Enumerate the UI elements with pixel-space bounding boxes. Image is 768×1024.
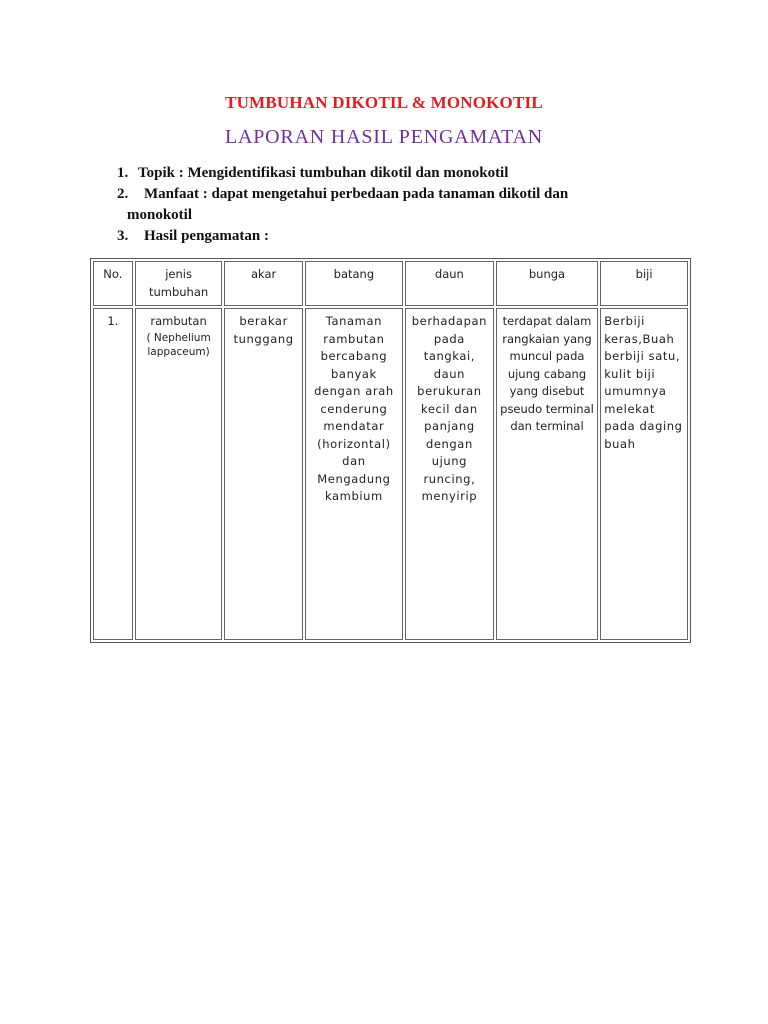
list-text: Topik : Mengidentifikasi tumbuhan dikotil dan monokotil <box>138 165 509 181</box>
list-item-continuation: monokotil <box>127 207 193 223</box>
list-text: Manfaat : dapat mengetahui perbedaan pada tanaman dikotil dan <box>144 186 569 202</box>
cell-akar: berakar tunggang <box>224 308 302 640</box>
header-cell-jenis: jenis tumbuhan <box>135 261 223 306</box>
cell-biji: Berbiji keras,Buah berbiji satu, kulit biji umumnya melekat pada daging buah <box>600 308 688 640</box>
numbered-list <box>117 163 717 247</box>
list-text: Hasil pengamatan : <box>144 228 270 244</box>
document-title: TUMBUHAN DIKOTIL & MONOKOTIL <box>225 93 543 112</box>
list-item <box>117 184 717 205</box>
header-cell-biji: biji <box>600 261 688 306</box>
list-item <box>117 226 717 247</box>
header-cell-no: No. <box>93 261 133 306</box>
list-number: 3. <box>117 228 129 244</box>
header-cell-akar: akar <box>224 261 302 306</box>
header-cell-daun: daun <box>405 261 494 306</box>
observation-table-wrapper <box>90 258 691 643</box>
cell-batang: Tanaman rambutan bercabang banyak dengan arah cenderung mendatar (horizontal) dan Mengadung kambium <box>305 308 403 640</box>
cell-no: 1. <box>93 308 133 640</box>
cell-jenis <box>135 308 223 640</box>
cell-daun: berhadapan pada tangkai, daun berukuran kecil dan panjang dengan ujung runcing, menyirip <box>405 308 494 640</box>
table-row <box>93 308 688 640</box>
list-number: 1. <box>117 165 129 181</box>
header-cell-batang: batang <box>305 261 403 306</box>
plant-latin-name: ( Nephelium lappaceum) <box>146 331 211 358</box>
header-cell-bunga: bunga <box>496 261 598 306</box>
list-item <box>117 163 717 184</box>
observation-table <box>90 258 691 643</box>
document-subtitle: LAPORAN HASIL PENGAMATAN <box>225 126 543 148</box>
cell-bunga: terdapat dalam rangkaian yang muncul pada ujung cabang yang disebut pseudo terminal dan terminal <box>496 308 598 640</box>
plant-name: rambutan <box>150 314 207 328</box>
table-header-row <box>93 261 688 306</box>
list-number: 2. <box>117 186 129 202</box>
